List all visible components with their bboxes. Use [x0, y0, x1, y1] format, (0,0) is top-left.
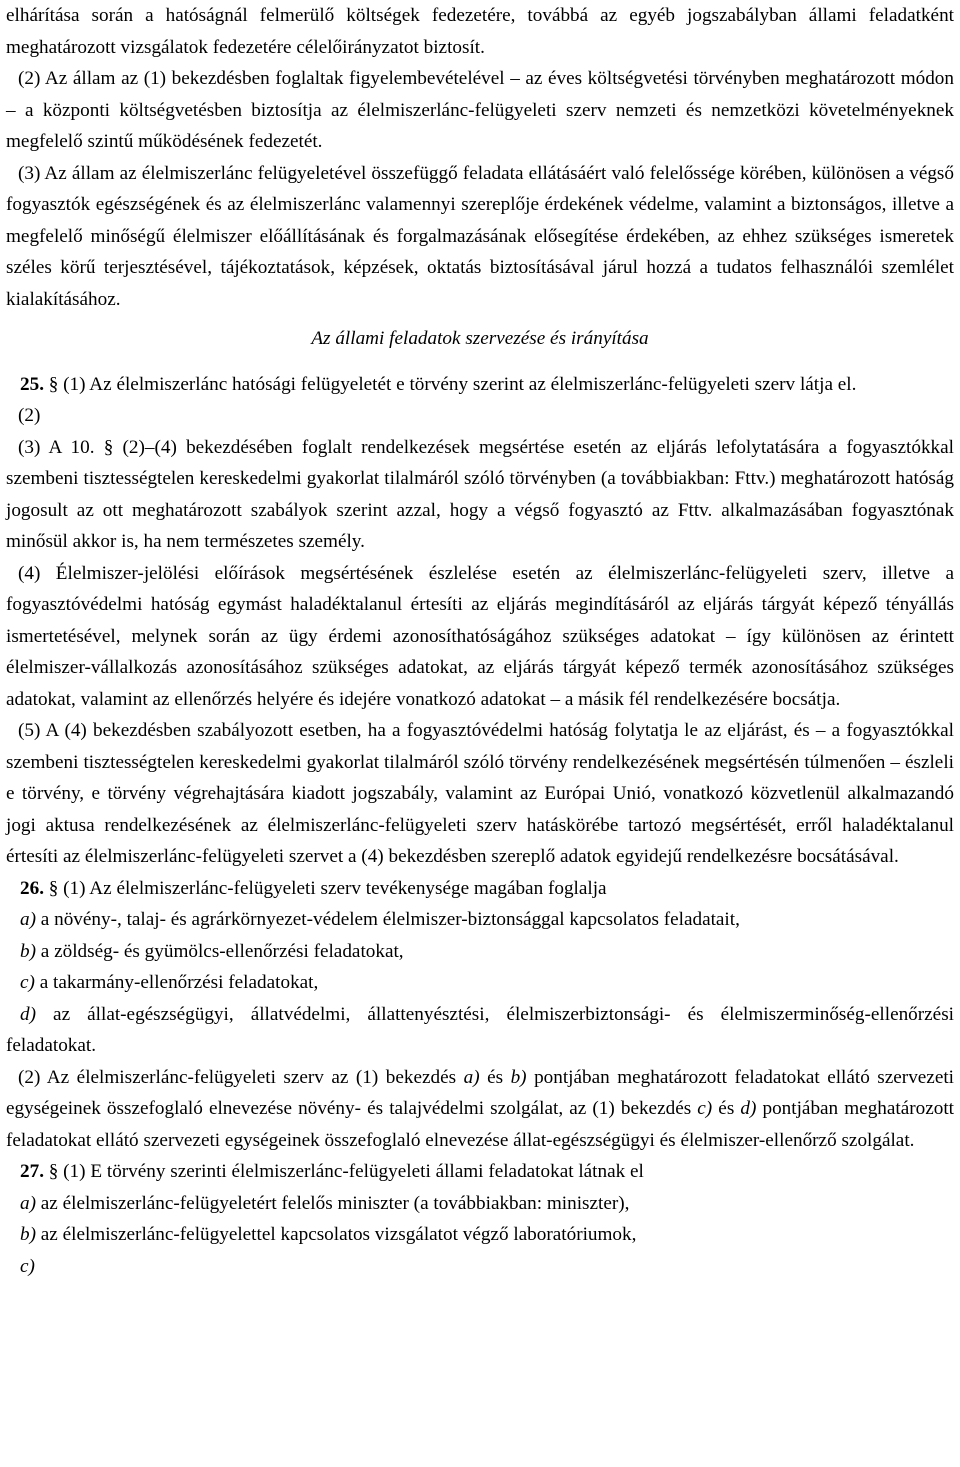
text-run: pontjában meghatározott feladatokat ellátó szervezeti egységeinek összefoglaló elnevezése állat-egészségügyi és élelmiszer-ellenőrző szolgálat. — [6, 1098, 954, 1151]
item-text: az állat-egészségügyi, állatvédelmi, állattenyésztési, élelmiszerbiztonsági- és élelmiszerminőség-ellenőrzési feladatokat. — [6, 1003, 954, 1056]
section-heading: Az állami feladatok szervezése és irányítása — [311, 328, 649, 349]
section-26-item-d — [6, 999, 954, 1062]
text-run: és — [487, 1066, 504, 1088]
text-run: pontjában meghatározott feladatokat ellátó szervezeti egységeinek összefoglaló elnevezése növény- és talajvédelmi szolgálat, az (1) bekezdés — [6, 1066, 955, 1119]
paragraph-continuation: elhárítása során a hatóságnál felmerülő költségek fedezetére, továbbá az egyéb jogszabályban állami feladatként meghatározott vizsgálatok fedezetére célelőirányzatot biztosít. — [6, 5, 954, 58]
section-27-number: 27. — [20, 1161, 44, 1182]
item-text: az élelmiszerlánc-felügyelettel kapcsolatos vizsgálatot végző laboratóriumok, — [40, 1224, 637, 1245]
item-marker: c) — [697, 1098, 713, 1119]
section-26-item-b — [20, 936, 954, 968]
item-text: a takarmány-ellenőrzési feladatokat, — [39, 972, 319, 993]
section-25-text: § (1) Az élelmiszerlánc hatósági felügyeletét e törvény szerint az élelmiszerlánc-felügyeleti szerv látja el. — [48, 373, 857, 395]
section-26-text: § (1) Az élelmiszerlánc-felügyeleti szerv tevékenysége magában foglalja — [48, 877, 607, 899]
section-27-item-b — [20, 1219, 954, 1251]
item-text: a zöldség- és gyümölcs-ellenőrzési feladatokat, — [40, 940, 404, 962]
item-marker: a) — [463, 1066, 480, 1088]
paragraph-24-2: (2) Az állam az (1) bekezdésben foglaltak figyelembevételével ‒ az éves költségvetési törvényben meghatározott módon ‒ a központi költségvetésben biztosítja az élelmiszerlánc-felügyeleti szerv nemzeti és nemzetközi követelményeknek megfelelő szintű működésének fedezetét. — [6, 68, 954, 152]
section-25-paragraph-3: (3) A 10. § (2)‒(4) bekezdésében foglalt rendelkezések megsértése esetén az eljárás lefolytatására a fogyasztókkal szembeni tisztességtelen kereskedelmi gyakorlat tilalmáról szóló törvényben (a továbbiakban: Fttv.) meghatározott hatóság jogosult az ott meghatározott szabályok szerint azzal, hogy a végső fogyasztó az Fttv. alkalmazásában fogyasztónak minősül akkor is, ha nem természetes személy. — [6, 436, 954, 552]
section-27-paragraph-1 — [6, 1156, 954, 1188]
section-26-paragraph-2 — [6, 1062, 954, 1157]
paragraph-24-3: (3) Az állam az élelmiszerlánc felügyeletével összefüggő feladata ellátásáért való felelőssége körében, különösen a végső fogyasztók egészségének és az élelmiszerlánc valamennyi szereplője érdekének védelme, valamint a biztonságos, illetve a megfelelő minőségű élelmiszer előállításának és forgalmazásának elősegítése érdekében, az ehhez szükséges ismeretek széles körű terjesztésével, tájékoztatások, képzések, oktatás biztosításával járul hozzá a tudatos felhasználói szemlélet kialakításához. — [6, 162, 954, 310]
section-27-item-c — [20, 1251, 954, 1283]
section-26-number: 26. — [20, 877, 44, 899]
item-marker: b) — [510, 1066, 527, 1088]
item-marker: d) — [20, 1003, 36, 1025]
section-26-paragraph-1 — [6, 873, 954, 905]
section-27-item-a — [20, 1188, 954, 1220]
section-25-paragraph-1 — [6, 369, 954, 401]
section-27-text: § (1) E törvény szerinti élelmiszerlánc-felügyeleti állami feladatokat látnak el — [48, 1161, 644, 1182]
section-25-number: 25. — [20, 373, 44, 395]
section-26-item-c — [20, 967, 954, 999]
section-25-paragraph-2: (2) — [18, 405, 41, 426]
section-25-paragraph-4: (4) Élelmiszer-jelölési előírások megsértésének észlelése esetén az élelmiszerlánc-felügyeleti szerv, illetve a fogyasztóvédelmi hatóság egymást haladéktalanul értesíti az eljárás megindításáról az eljárás tárgyát képező tényállás ismertetésével, melynek során az ügy érdemi azonosíthatóságához szükséges adatokat ‒ így különösen az érintett élelmiszer-vállalkozás azonosításához szükséges adatokat, az eljárás tárgyát képező termék azonosításához szükséges adatokat, valamint az ellenőrzés helyére és idejére vonatkozó adatokat ‒ a másik fél rendelkezésére bocsátja. — [6, 562, 954, 710]
text-run: (2) Az élelmiszerlánc-felügyeleti szerv az (1) bekezdés — [18, 1066, 457, 1088]
section-26-item-a — [20, 904, 954, 936]
text-run: és — [718, 1098, 735, 1119]
item-marker: d) — [740, 1098, 757, 1119]
section-25-paragraph-5: (5) A (4) bekezdésben szabályozott esetben, ha a fogyasztóvédelmi hatóság folytatja le az eljárást, és ‒ a fogyasztókkal szembeni tisztességtelen kereskedelmi gyakorlat tilalmáról szóló törvény rendelkezésének megsértésén túlmenően ‒ észleli e törvény, e törvény végrehajtására kiadott jogszabály, valamint az Európai Unió, vonatkozó közvetlenül alkalmazandó jogi aktusa rendelkezésének az élelmiszerlánc-felügyeleti szerv hatáskörébe tartozó megsértését, erről haladéktalanul értesíti az élelmiszerlánc-felügyeleti szervet a (4) bekezdésben szereplő adatok egyidejű rendelkezésre bocsátásával. — [6, 720, 954, 867]
item-marker: b) — [20, 1224, 36, 1245]
item-marker: b) — [20, 940, 36, 962]
item-marker: a) — [20, 1192, 36, 1214]
item-marker: a) — [20, 909, 36, 930]
item-marker: c) — [20, 1255, 35, 1277]
item-text: a növény-, talaj- és agrárkörnyezet-védelem élelmiszer-biztonsággal kapcsolatos feladatait, — [40, 909, 740, 930]
item-marker: c) — [20, 972, 35, 993]
item-text: az élelmiszerlánc-felügyeletért felelős miniszter (a továbbiakban: miniszter), — [40, 1192, 630, 1214]
